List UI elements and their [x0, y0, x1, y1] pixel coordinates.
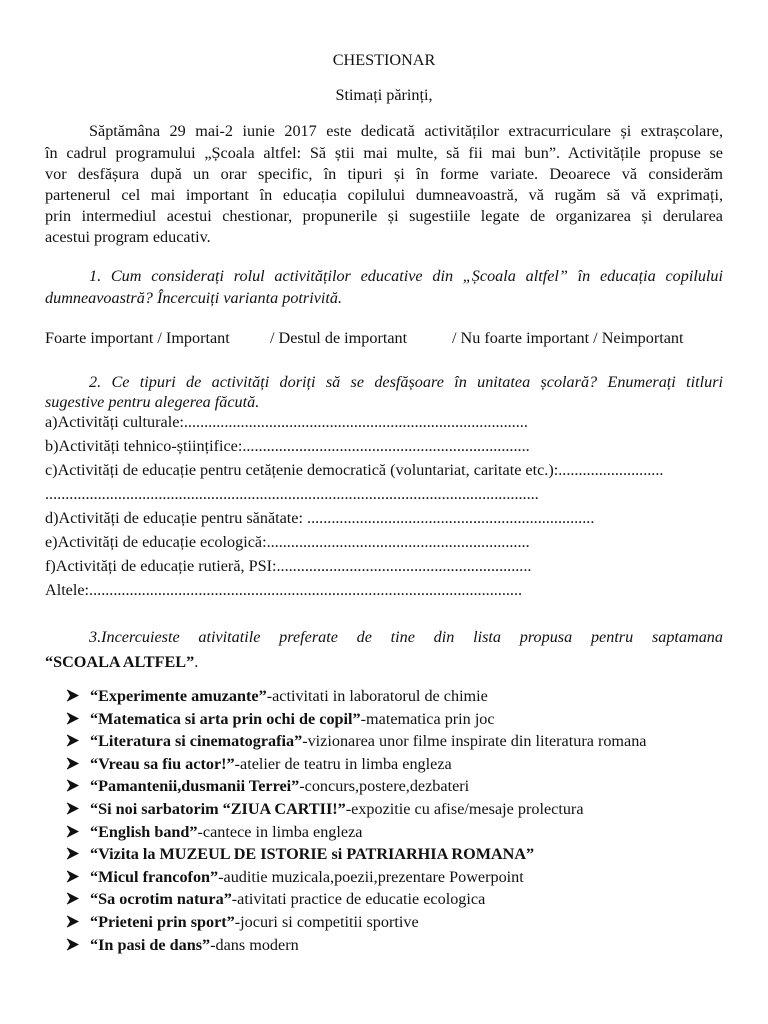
field-civic-activities-cont[interactable]: ..........................................................................................................................	[45, 485, 539, 503]
option-not-important[interactable]: / Nu foarte important / Neimportant	[452, 329, 684, 347]
arrow-right-bullet-icon	[66, 688, 90, 704]
activity-item[interactable]	[66, 846, 534, 862]
question2-text: sugestive pentru alegerea făcută.	[45, 393, 260, 411]
field-cultural-activities[interactable]: a)Activități culturale:.....................................................................................	[45, 413, 528, 431]
field-civic-activities[interactable]: c)Activități de educație pentru cetățenie democratică (voluntariat, caritate etc.):..........................	[45, 461, 664, 479]
field-health-activities[interactable]: d)Activități de educație pentru sănătate: .......................................................................	[45, 509, 595, 527]
field-road-safety-activities[interactable]: f)Activități de educație rutieră, PSI:...............................................................	[45, 557, 532, 575]
field-other-activities[interactable]: Altele:...........................................................................................................	[45, 581, 523, 599]
page-title: CHESTIONAR	[332, 51, 436, 69]
activity-title: “Si noi sarbatorim “ZIUA CARTII!”	[90, 800, 346, 818]
activity-item[interactable]	[66, 914, 419, 930]
activity-item[interactable]	[66, 688, 488, 704]
activity-description: -auditie muzicala,poezii,prezentare Powerpoint	[218, 867, 524, 886]
activity-item[interactable]	[66, 801, 584, 817]
arrow-right-bullet-icon	[66, 824, 90, 840]
intro-line: acestui program educativ.	[45, 228, 211, 246]
arrow-right-bullet-icon	[66, 801, 90, 817]
activity-description: -ativitati practice de educatie ecologica	[231, 890, 486, 909]
arrow-right-bullet-icon	[66, 914, 90, 930]
activity-title: “Micul francofon”	[90, 867, 219, 886]
activity-title: “In pasi de dans”	[90, 935, 211, 954]
activity-description: -jocuri si competitii sportive	[234, 913, 419, 931]
option-very-important[interactable]: Foarte important / Important	[45, 329, 230, 347]
option-fairly-important[interactable]: / Destul de important	[270, 329, 408, 347]
arrow-right-bullet-icon	[66, 937, 90, 953]
arrow-right-bullet-icon	[66, 891, 90, 907]
activity-description: -dans modern	[210, 935, 299, 954]
intro-line: în cadrul programului „Școala altfel: Să știi mai multe, să fii mai bun”. Activitățile propuse se	[45, 144, 723, 162]
question2-text: 2. Ce tipuri de activități doriți să se desfășoare în unitatea școlară? Enumerați titluri	[89, 373, 723, 391]
activity-item[interactable]	[66, 778, 469, 794]
activity-item[interactable]	[66, 937, 299, 953]
arrow-right-bullet-icon	[66, 846, 90, 862]
activity-title: “Matematica si arta prin ochi de copil”	[90, 709, 361, 728]
activity-item[interactable]	[66, 756, 452, 772]
activity-item[interactable]	[66, 824, 362, 840]
activity-description: -matematica prin joc	[360, 709, 495, 728]
activity-title: “Experimente amuzante”	[90, 687, 267, 705]
field-ecology-activities[interactable]: e)Activități de educație ecologică:.................................................................	[45, 533, 530, 551]
salutation: Stimați părinți,	[335, 86, 433, 104]
activity-description: -expozitie cu afise/mesaje prolectura	[345, 800, 584, 818]
activity-item[interactable]	[66, 869, 524, 885]
intro-line: partenerul cel mai important în educația copilului dumneavoastră, vă rugăm să vă exprimați,	[45, 186, 723, 204]
intro-line: prin intermediul acestui chestionar, propunerile și sugestiile legate de organizarea și derularea	[45, 207, 723, 225]
arrow-right-bullet-icon	[66, 869, 90, 885]
arrow-right-bullet-icon	[66, 756, 90, 772]
activity-title: “Sa ocrotim natura”	[90, 890, 232, 909]
activity-title: “Literatura si cinematografia”	[90, 732, 303, 751]
activity-title: “Pamantenii,dusmanii Terrei”	[90, 777, 300, 796]
question3-text: 3.Incercuieste ativitatile preferate de tine din lista propusa pentru saptamana	[89, 628, 723, 646]
activity-description: -concurs,postere,dezbateri	[299, 777, 470, 796]
activity-item[interactable]	[66, 711, 495, 727]
activity-description: -atelier de teatru in limba engleza	[234, 754, 452, 773]
arrow-right-bullet-icon	[66, 711, 90, 727]
arrow-right-bullet-icon	[66, 778, 90, 794]
activity-item[interactable]	[66, 891, 485, 907]
activity-title: “Prieteni prin sport”	[90, 913, 235, 931]
activity-title: “English band”	[90, 822, 198, 841]
intro-line: vor desfășura după un orar specific, în tipuri și în forme variate. Deoarece vă considerăm	[45, 165, 723, 183]
field-technical-activities[interactable]: b)Activități tehnico-științifice:.......................................................................	[45, 437, 530, 455]
activity-title: “Vreau sa fiu actor!”	[90, 754, 235, 773]
activity-description: -activitati in laboratorul de chimie	[266, 687, 488, 705]
activity-item[interactable]	[66, 733, 646, 749]
program-name: “SCOALA ALTFEL”	[45, 653, 195, 671]
activity-description: -vizionarea unor filme inspirate din literatura romana	[302, 732, 647, 751]
question1-text: dumneavoastră? Încercuiți varianta potrivită.	[45, 289, 343, 307]
intro-line: Săptămâna 29 mai-2 iunie 2017 este dedicată activităților extracurriculare și extrașcolare,	[89, 122, 723, 140]
activity-description: -cantece in limba engleza	[197, 822, 363, 841]
program-name-line: “SCOALA ALTFEL”.	[45, 653, 199, 671]
question1-text: 1. Cum considerați rolul activităților educative din „Școala altfel” în educația copilului	[89, 267, 723, 285]
arrow-right-bullet-icon	[66, 733, 90, 749]
activity-title: “Vizita la MUZEUL DE ISTORIE si PATRIARHIA ROMANA”	[90, 845, 535, 864]
